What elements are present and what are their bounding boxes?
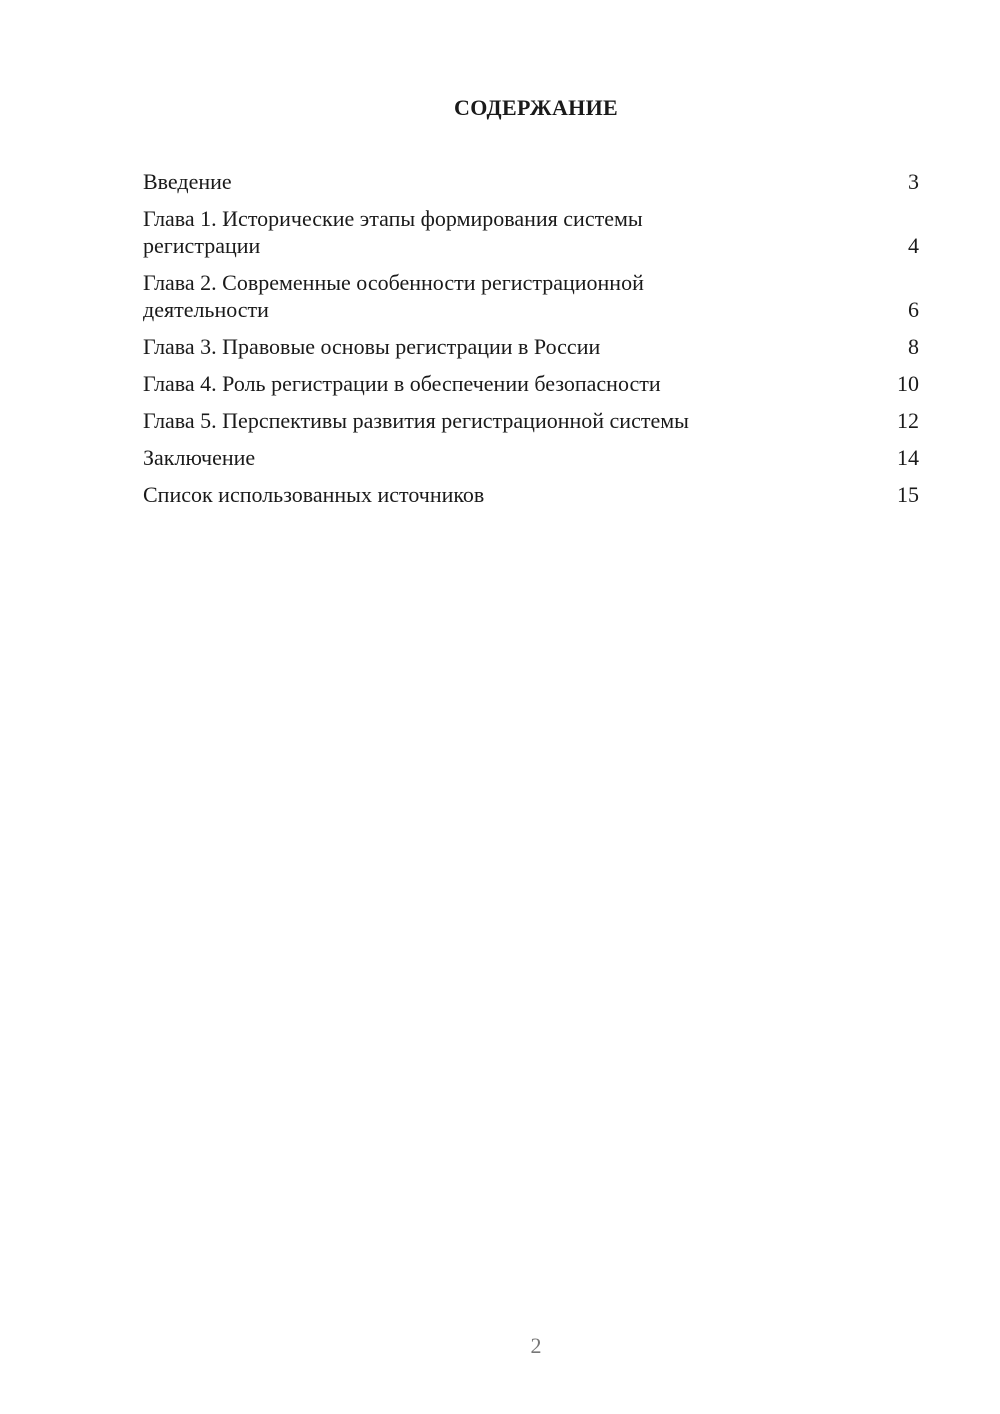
toc-entry-references: [143, 481, 919, 508]
toc-entry-page: 14: [897, 445, 919, 470]
toc-entry-chapter-4: [143, 370, 919, 397]
page-number: 2: [530, 1333, 542, 1358]
toc-entry-introduction: [143, 168, 919, 195]
toc-entry-page: 8: [908, 334, 919, 359]
toc-entry-chapter-3: [143, 333, 919, 360]
toc-entry-page: 6: [908, 297, 919, 322]
page-title: СОДЕРЖАНИЕ: [454, 95, 618, 120]
toc-entry-title: Глава 4. Роль регистрации в обеспечении безопасности: [143, 371, 661, 396]
toc-entry-page: 3: [908, 169, 919, 194]
toc-entry-title: Заключение: [143, 445, 256, 470]
toc-entry-title: Глава 2. Современные особенности регистрационной деятельности: [143, 270, 644, 322]
toc-entry-chapter-1: [143, 205, 919, 259]
toc-entry-title: Глава 5. Перспективы развития регистрационной системы: [143, 408, 689, 433]
toc-entry-chapter-5: [143, 407, 919, 434]
toc-entry-title: Глава 3. Правовые основы регистрации в России: [143, 334, 601, 359]
toc-entry-page: 12: [897, 408, 919, 433]
toc-entry-title: Введение: [143, 169, 232, 194]
toc-entry-conclusion: [143, 444, 919, 471]
table-of-contents: [143, 168, 919, 518]
toc-entry-page: 4: [908, 233, 919, 258]
toc-entry-page: 10: [897, 371, 919, 396]
toc-entry-chapter-2: [143, 269, 919, 323]
toc-entry-title: Список использованных источников: [143, 482, 485, 507]
toc-entry-page: 15: [897, 482, 919, 507]
toc-entry-title: Глава 1. Исторические этапы формирования системы регистрации: [143, 206, 643, 258]
